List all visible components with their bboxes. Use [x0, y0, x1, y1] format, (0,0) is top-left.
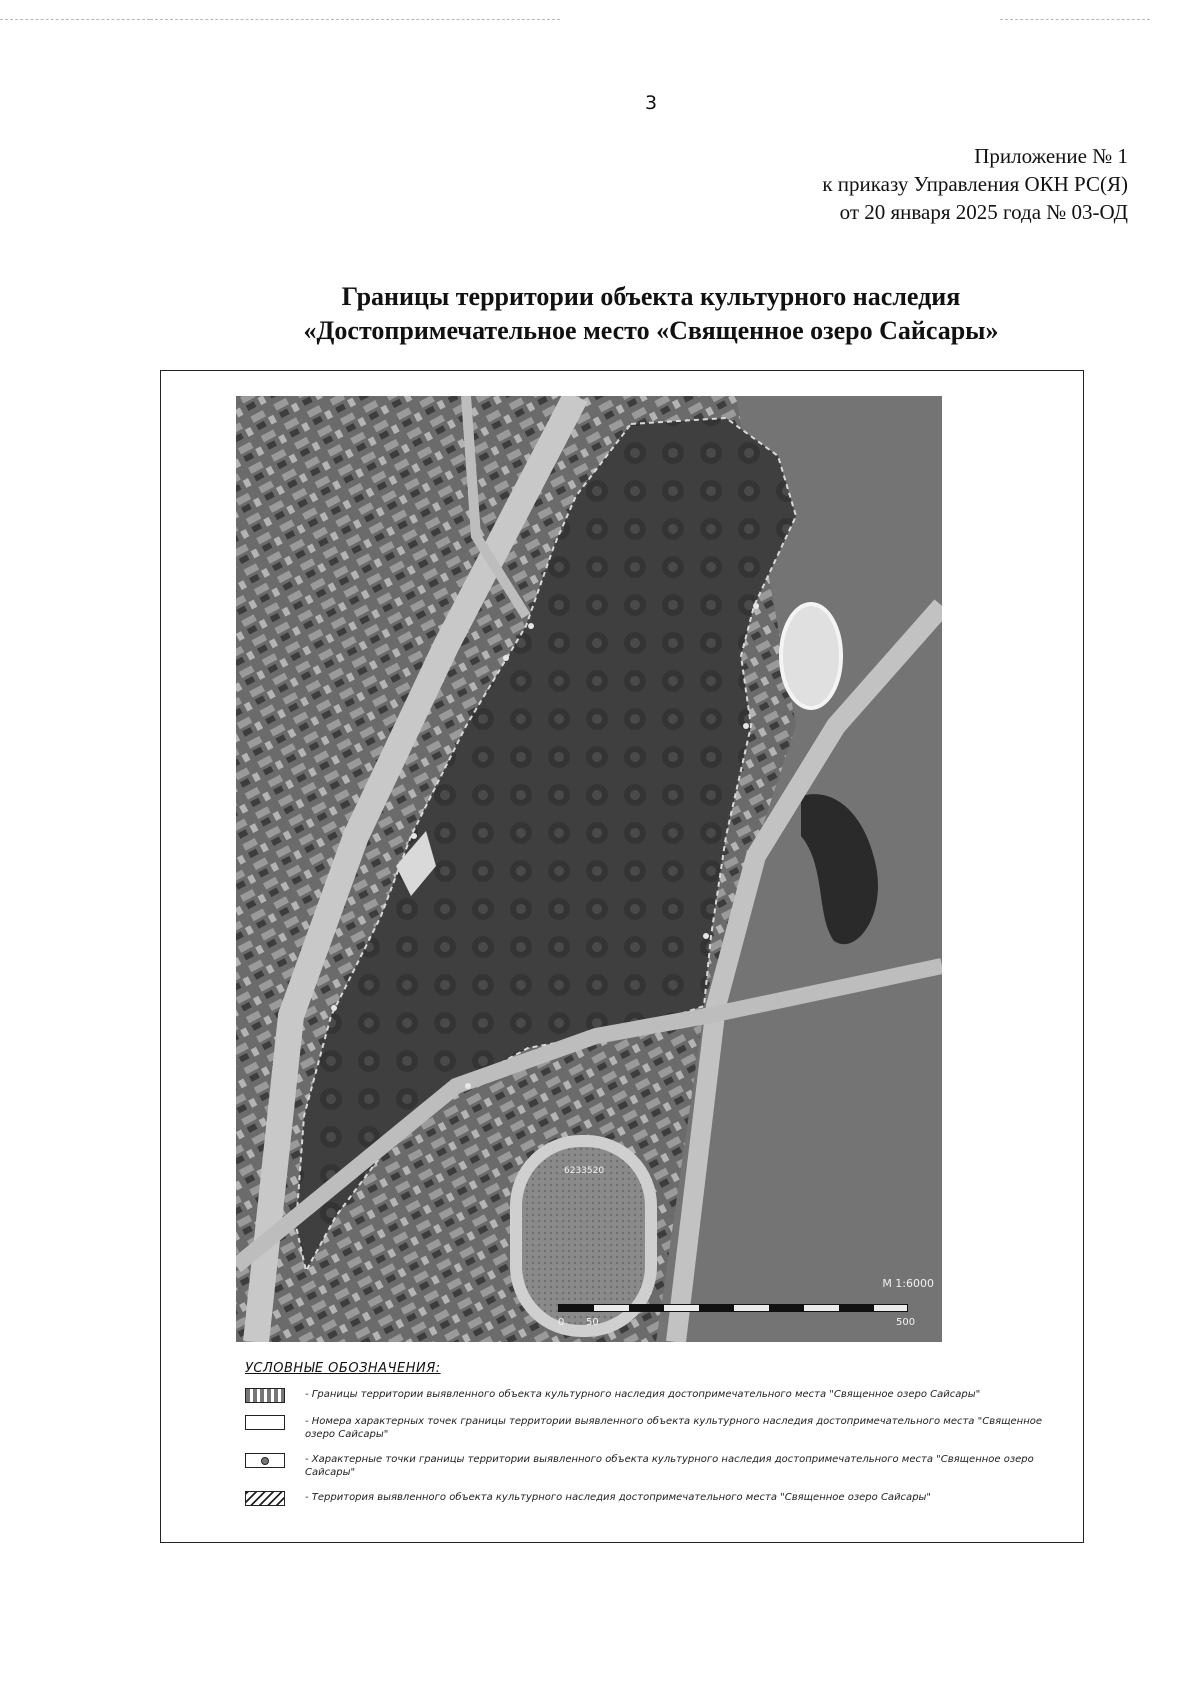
legend-text: - Территория выявленного объекта культурного наследия достопримечательного места "Священное озеро Сайсары" [305, 1492, 932, 1503]
map-coordinate-label: 6233520 [564, 1166, 605, 1176]
legend-item-territory [245, 1491, 1045, 1506]
legend-item-boundary [245, 1388, 1045, 1403]
boundary-point [331, 1005, 337, 1011]
satellite-map [236, 396, 942, 1342]
legend-text: - Характерные точки границы территории выявленного объекта культурного наследия достопримечательного места "Священное озеро Сайсары" [305, 1454, 1034, 1478]
map-legend [245, 1361, 1045, 1506]
boundary-point [743, 723, 749, 729]
legend-item-point-numbers [245, 1415, 1045, 1441]
scale-bar [558, 1304, 908, 1312]
document-title [0, 280, 1200, 348]
point-dot-icon [261, 1457, 269, 1465]
satellite-map-drawing [236, 396, 942, 1342]
page-number: 3 [644, 92, 658, 114]
top-scan-rule-right [1000, 19, 1150, 20]
legend-title: УСЛОВНЫЕ ОБОЗНАЧЕНИЯ: [245, 1361, 441, 1376]
top-scan-rule-middle [150, 19, 560, 20]
boundary-line-symbol [245, 1388, 285, 1403]
appendix-block [822, 142, 1128, 226]
top-scan-rule-left [0, 19, 150, 20]
legend-text: - Номера характерных точек границы территории выявленного объекта культурного наследия достопримечательного места "Священное озеро Сайсары" [305, 1416, 1043, 1440]
stadium-east [781, 604, 841, 708]
boundary-point [465, 1083, 471, 1089]
map-frame [160, 370, 1084, 1543]
document-title-line-1: Границы территории объекта культурного наследия [341, 282, 961, 311]
appendix-line-2: к приказу Управления ОКН РС(Я) [822, 172, 1128, 196]
hatched-territory-symbol [245, 1491, 285, 1506]
characteristic-point-symbol [245, 1453, 285, 1468]
boundary-point [503, 655, 509, 661]
point-number-box-symbol [245, 1415, 285, 1430]
map-scale-label: М 1:6000 [882, 1277, 934, 1290]
boundary-point [703, 933, 709, 939]
legend-item-characteristic-points [245, 1453, 1045, 1479]
boundary-point [528, 623, 534, 629]
document-title-line-2: «Достопримечательное место «Священное озеро Сайсары» [303, 316, 999, 345]
boundary-point [411, 833, 417, 839]
boundary-point [753, 603, 759, 609]
legend-text: - Границы территории выявленного объекта культурного наследия достопримечательного места "Священное озеро Сайсары" [305, 1389, 981, 1400]
appendix-line-3: от 20 января 2025 года № 03-ОД [839, 200, 1128, 224]
scale-tick-500: 500 [896, 1317, 916, 1328]
scale-tick-0: 0 [558, 1317, 565, 1328]
scale-tick-50: 50 [586, 1317, 599, 1328]
appendix-line-1: Приложение № 1 [974, 144, 1128, 168]
